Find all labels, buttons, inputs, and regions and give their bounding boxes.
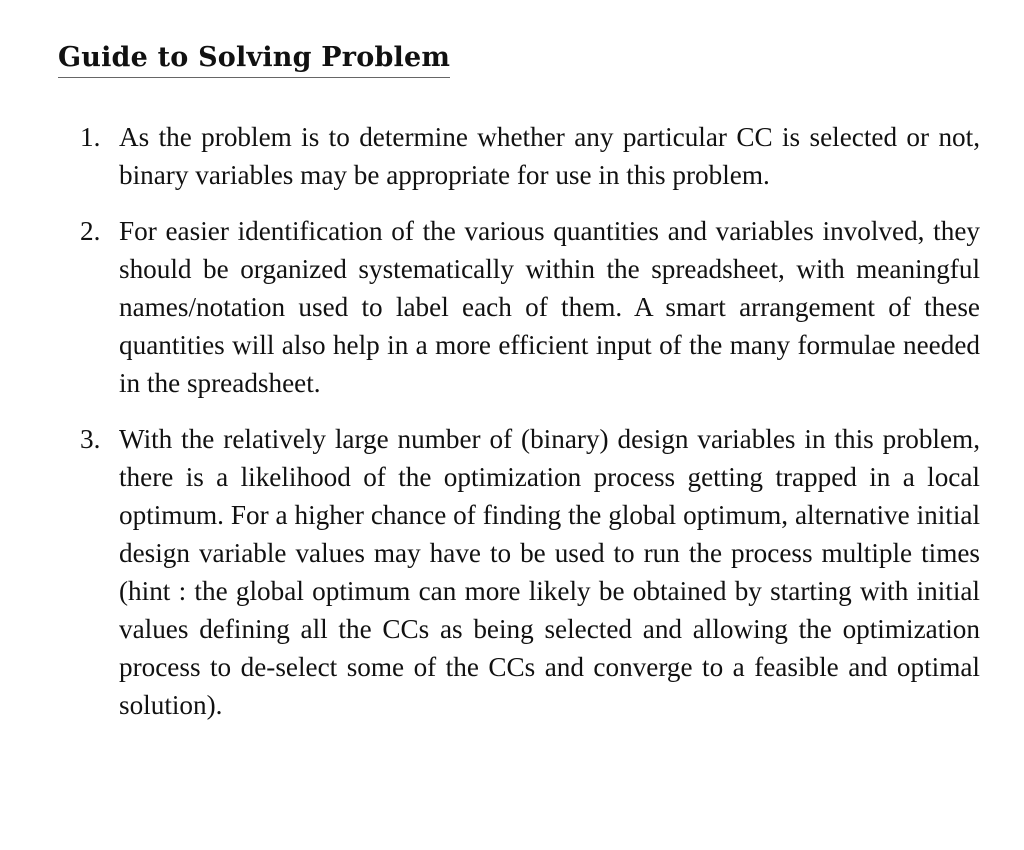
guide-list xyxy=(58,118,980,724)
list-item-text: For easier identification of the various quantities and variables involved, they should be organized systematically within the spreadsheet, with meaningful names/notation used to label each of them. A smart arrangement of these quantities will also help in a more efficient input of the many formulae needed in the spreadsheet. xyxy=(119,216,980,398)
document-page xyxy=(58,42,980,742)
list-item xyxy=(58,420,980,724)
list-item-number: 3. xyxy=(80,424,101,454)
page-title: Guide to Solving Problem xyxy=(58,42,451,73)
list-item-number: 1. xyxy=(80,122,101,152)
list-item-text: As the problem is to determine whether any particular CC is selected or not, binary variables may be appropriate for use in this problem. xyxy=(119,122,980,190)
list-item xyxy=(58,118,980,194)
heading-underline xyxy=(58,42,450,78)
list-item-number: 2. xyxy=(80,216,101,246)
list-item xyxy=(58,212,980,402)
list-item-text: With the relatively large number of (binary) design variables in this problem, there is a likelihood of the optimization process getting trapped in a local optimum. For a higher chance of finding the global optimum, alternative initial design variable values may have to be used to run the process multiple times (hint : the global optimum can more likely be obtained by starting with initial values defining all the CCs as being selected and allowing the optimization process to de-select some of the CCs and converge to a feasible and optimal solution). xyxy=(119,424,980,720)
